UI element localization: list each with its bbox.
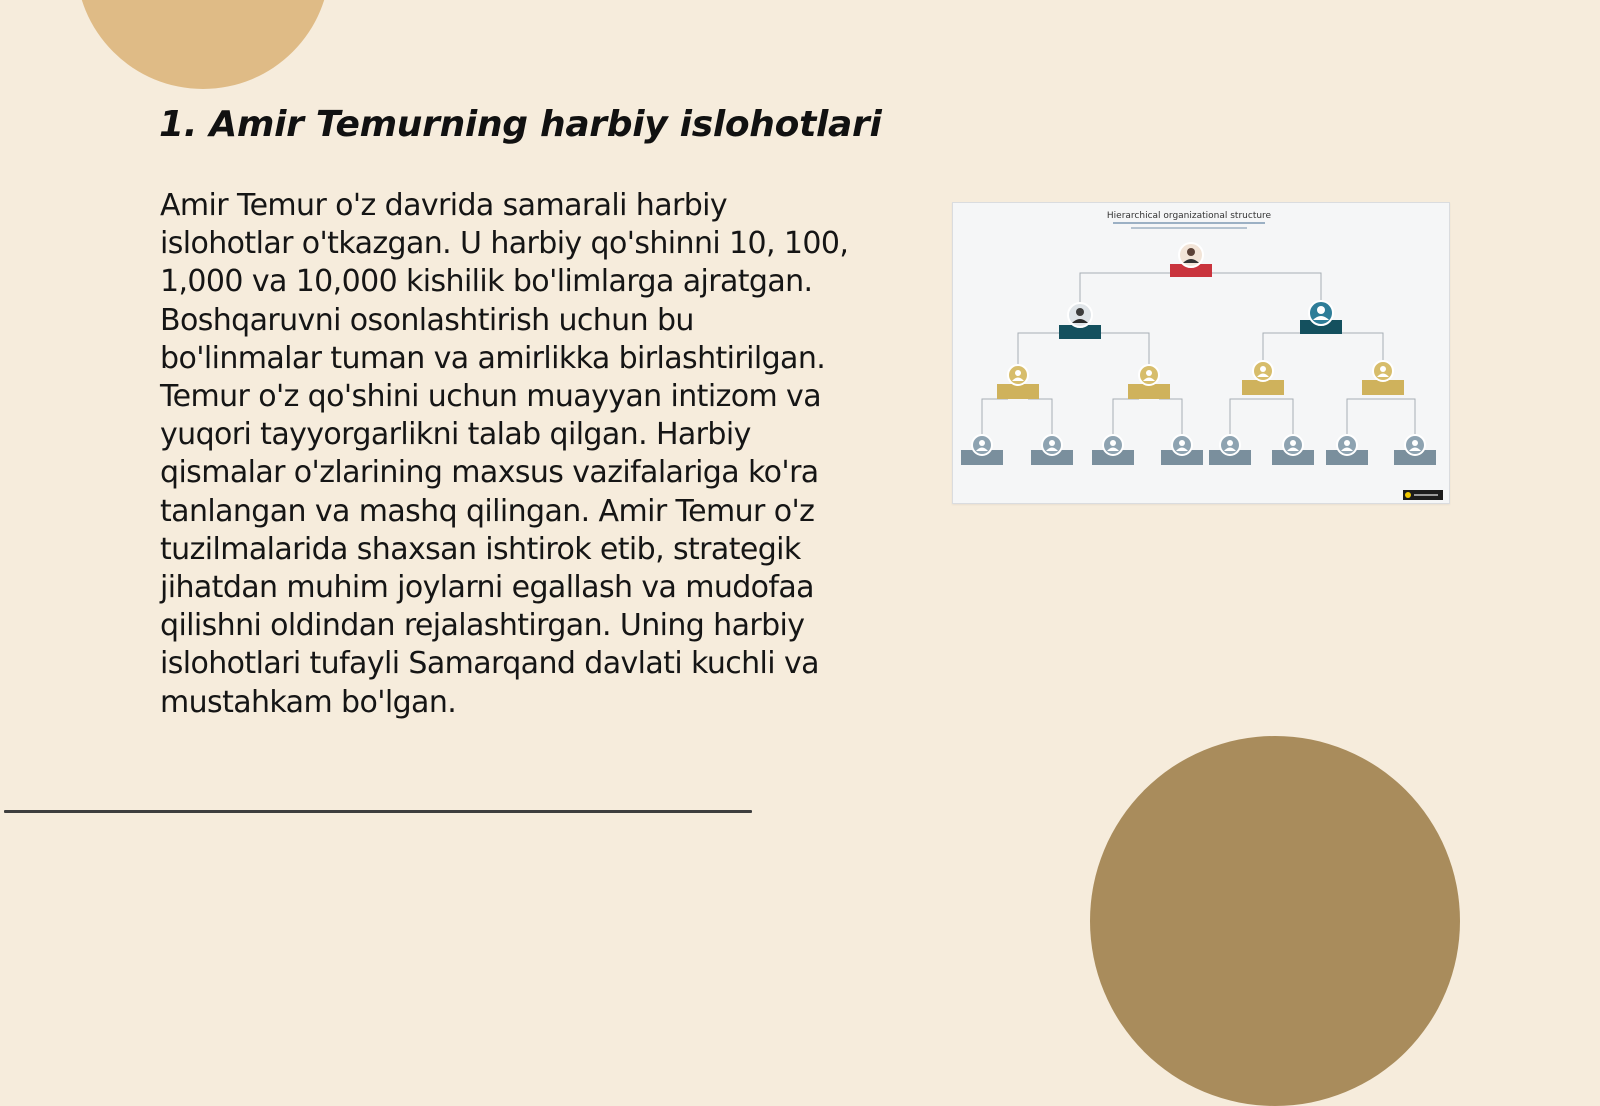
slide-body-text: Amir Temur o'z davrida samarali harbiy islohotlar o'tkazgan. U harbiy qo'shinni 10, 100, 1,000 va 10,000 kishilik bo'limlarga ajratgan. Boshqaruvni osonlashtirish uchun bu bo'linmalar tuman va amirlikka birlashtirilgan. Temur o'z qo'shini uchun muayyan intizom va yuqori tayyorgarlikni talab qilgan. Harbiy qismalar o'zlarining maxsus vazifalariga ko'ra tanlangan va mashq qilingan. Amir Temur o'z tuzilmalarida shaxsan ishtirok etib, strategik jihatdan muhim joylarni egallash va mudofaa qilishni oldindan rejalashtirgan. Uning harbiy islohotlari tufayli Samarqand davlati kuchli va mustahkam bo'lgan. [160,188,849,720]
org-node-top [1170,243,1212,277]
decorative-circle-bottom [1090,736,1460,1106]
org-node-level4 [1092,435,1134,465]
org-node-level4 [1031,435,1073,465]
org-node-level3 [997,365,1039,399]
org-node-level4 [1272,435,1314,465]
slide-title: 1. Amir Temurning harbiy islohotlari [159,104,882,145]
org-node-level4 [1326,435,1368,465]
org-chart-title: Hierarchical organizational structure [1106,211,1272,221]
org-chart-subtitle-line [1113,222,1265,224]
decorative-circle-top [76,0,330,89]
org-node-level4 [961,435,1003,465]
divider-line [4,810,752,813]
org-node-level4 [1161,435,1203,465]
org-node-level3 [1242,361,1284,395]
org-node-level3 [1128,365,1170,399]
org-chart-image [952,202,1450,504]
org-node-level2 [1059,303,1101,339]
org-chart-graphic [953,203,1449,503]
org-node-level3 [1362,361,1404,395]
org-node-level4 [1394,435,1436,465]
org-chart-subtitle-line [1131,227,1247,229]
watermark-logo [1403,490,1443,500]
org-node-level4 [1209,435,1251,465]
org-node-level2 [1300,301,1342,334]
